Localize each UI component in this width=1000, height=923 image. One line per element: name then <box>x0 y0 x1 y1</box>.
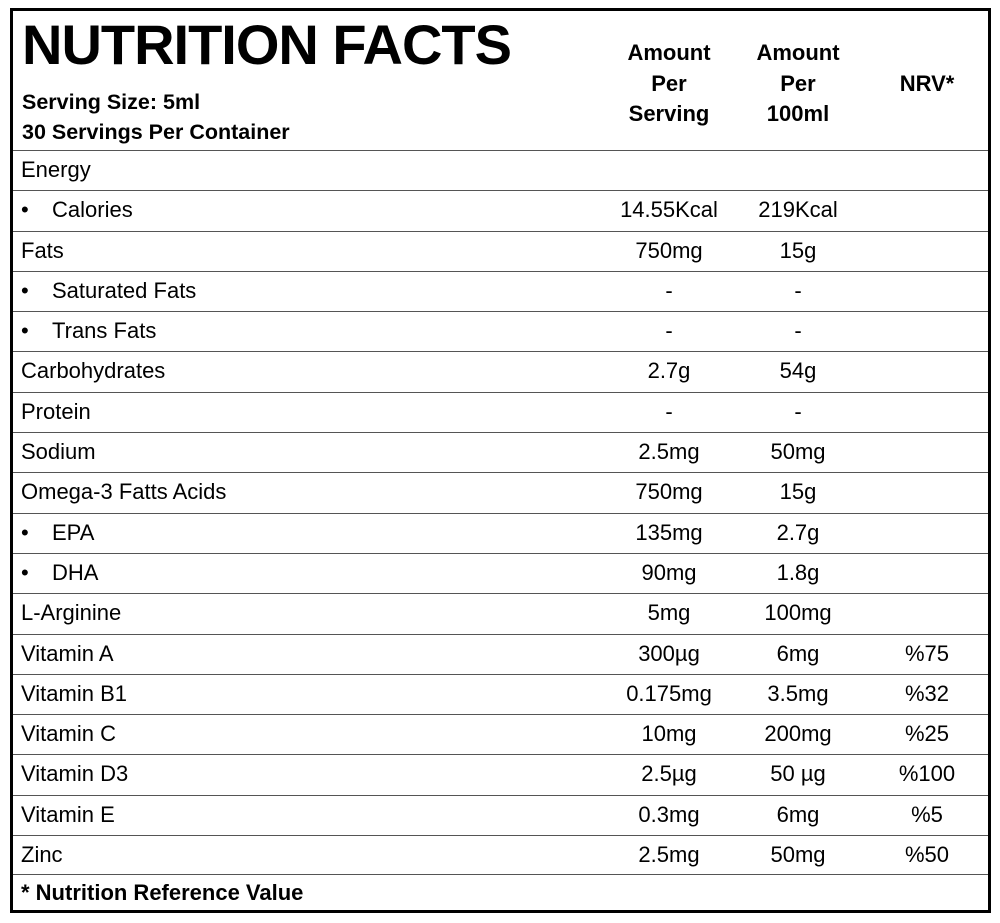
amount-per-100ml: 15g <box>779 237 817 263</box>
amount-per-100ml: 6mg <box>776 801 820 827</box>
nutrient-label: Vitamin A <box>21 640 114 666</box>
amount-per-serving: 2.7g <box>647 358 691 384</box>
amount-per-100ml: - <box>794 318 802 344</box>
column-header-line: 100ml <box>766 101 830 126</box>
nutrient-label: Zinc <box>21 842 63 868</box>
nutrient-name <box>21 312 156 351</box>
nutrient-name <box>21 514 94 553</box>
nrv-value: %32 <box>904 680 950 706</box>
amount-per-serving: 0.3mg <box>638 801 700 827</box>
nutrient-name <box>21 352 165 391</box>
amount-per-100ml: 50mg <box>770 842 826 868</box>
panel-header <box>13 11 988 149</box>
nutrient-label: Saturated Fats <box>52 277 197 303</box>
amount-per-serving: - <box>665 277 673 303</box>
nrv-value <box>852 393 1000 432</box>
amount-per-100ml <box>723 151 873 190</box>
table-row <box>13 593 988 633</box>
table-row <box>13 231 988 271</box>
panel-title: NUTRITION FACTS <box>22 13 511 76</box>
amount-per-100ml: 54g <box>779 358 817 384</box>
table-row <box>13 835 988 875</box>
amount-per-100ml: - <box>794 277 802 303</box>
amount-per-100ml: 219Kcal <box>758 197 838 223</box>
column-header-line: Serving <box>628 101 710 126</box>
nutrient-name <box>21 232 64 271</box>
nutrient-name <box>21 675 127 714</box>
table-row <box>13 351 988 391</box>
nutrient-name <box>21 433 96 472</box>
nutrient-name <box>21 594 121 633</box>
amount-per-100ml: 100mg <box>764 600 832 626</box>
amount-per-serving <box>594 151 744 190</box>
nutrient-name <box>21 151 91 190</box>
amount-per-100ml: 2.7g <box>776 519 820 545</box>
nutrient-label: Protein <box>21 398 91 424</box>
table-row <box>13 432 988 472</box>
amount-per-serving: 14.55Kcal <box>620 197 718 223</box>
amount-per-serving: - <box>665 318 673 344</box>
bullet-icon: • <box>21 197 29 223</box>
bullet-icon: • <box>21 559 29 585</box>
amount-per-serving: 0.175mg <box>626 680 712 706</box>
amount-per-100ml: 50 µg <box>770 761 826 787</box>
servings-per-container: 30 Servings Per Container <box>22 120 290 144</box>
nrv-value <box>852 594 1000 633</box>
nrv-value <box>852 151 1000 190</box>
amount-per-serving: 300µg <box>638 640 700 666</box>
nutrient-name <box>21 191 133 230</box>
nrv-value <box>852 433 1000 472</box>
nrv-value <box>852 272 1000 311</box>
table-row <box>13 553 988 593</box>
nrv-value <box>852 312 1000 351</box>
nutrient-label: Vitamin E <box>21 801 115 827</box>
nutrient-name <box>21 836 63 875</box>
nrv-value <box>852 232 1000 271</box>
nutrient-label: Energy <box>21 157 91 182</box>
nutrient-name <box>21 635 114 674</box>
table-row <box>13 795 988 835</box>
nrv-value <box>852 554 1000 593</box>
nutrient-table <box>13 150 988 875</box>
amount-per-100ml: 3.5mg <box>767 680 829 706</box>
column-header-line: Amount <box>627 40 711 65</box>
amount-per-serving: 2.5µg <box>641 761 697 787</box>
nrv-value: %75 <box>904 640 950 666</box>
amount-per-100ml: 15g <box>779 479 817 505</box>
amount-per-serving: 750mg <box>635 237 703 263</box>
nutrient-label: Vitamin C <box>21 721 116 747</box>
amount-per-serving: 10mg <box>641 721 697 747</box>
column-header-line: Per <box>780 70 816 96</box>
nrv-value <box>852 514 1000 553</box>
nutrient-name <box>21 554 98 593</box>
column-header-per-100ml <box>723 38 873 130</box>
amount-per-100ml: 6mg <box>776 640 820 666</box>
nutrient-label: EPA <box>52 519 95 545</box>
column-header-line: Amount <box>756 40 840 65</box>
amount-per-serving: 2.5mg <box>638 439 700 465</box>
nutrient-label: Trans Fats <box>52 318 157 344</box>
table-row <box>13 754 988 794</box>
nutrient-name <box>21 755 128 794</box>
nutrient-label: Calories <box>52 197 133 223</box>
panel-footer <box>13 874 988 910</box>
nutrient-name <box>21 715 116 754</box>
bullet-icon: • <box>21 318 29 344</box>
bullet-icon: • <box>21 519 29 545</box>
table-row <box>13 513 988 553</box>
amount-per-100ml: 200mg <box>764 721 832 747</box>
nrv-value <box>852 473 1000 512</box>
table-row <box>13 271 988 311</box>
nrv-value <box>852 191 1000 230</box>
nutrient-label: Fats <box>21 237 64 263</box>
footnote: * Nutrition Reference Value <box>21 880 304 905</box>
nrv-value: %5 <box>911 801 943 827</box>
table-row <box>13 634 988 674</box>
amount-per-100ml: 1.8g <box>776 559 820 585</box>
nutrient-label: Vitamin D3 <box>21 761 129 787</box>
amount-per-serving: 5mg <box>647 600 691 626</box>
nrv-value <box>852 352 1000 391</box>
nutrient-name <box>21 393 91 432</box>
table-row <box>13 674 988 714</box>
nutrient-name <box>21 796 115 835</box>
amount-per-serving: - <box>665 398 673 424</box>
table-row <box>13 150 988 190</box>
column-header-line: Per <box>651 70 687 96</box>
nrv-value: %25 <box>904 721 950 747</box>
nutrient-label: Carbohydrates <box>21 358 166 384</box>
nrv-value: %100 <box>898 761 956 787</box>
table-row <box>13 311 988 351</box>
amount-per-serving: 90mg <box>641 559 697 585</box>
bullet-icon: • <box>21 277 29 303</box>
amount-per-serving: 135mg <box>635 519 703 545</box>
column-header-nrv: NRV* <box>899 71 955 96</box>
nrv-value: %50 <box>904 842 950 868</box>
table-row <box>13 392 988 432</box>
amount-per-serving: 750mg <box>635 479 703 505</box>
nutrient-label: DHA <box>52 559 99 585</box>
amount-per-serving: 2.5mg <box>638 842 700 868</box>
nutrient-name <box>21 473 226 512</box>
nutrient-label: L-Arginine <box>21 600 122 626</box>
nutrient-label: Vitamin B1 <box>21 680 127 706</box>
table-row <box>13 472 988 512</box>
amount-per-100ml: - <box>794 398 802 424</box>
nutrient-name <box>21 272 196 311</box>
serving-size: Serving Size: 5ml <box>22 90 201 114</box>
column-header-per-serving <box>594 38 744 130</box>
amount-per-100ml: 50mg <box>770 439 826 465</box>
nutrient-label: Omega-3 Fatts Acids <box>21 479 227 505</box>
nutrient-label: Sodium <box>21 439 96 465</box>
nutrition-facts-panel <box>10 8 991 913</box>
table-row <box>13 714 988 754</box>
table-row <box>13 190 988 230</box>
